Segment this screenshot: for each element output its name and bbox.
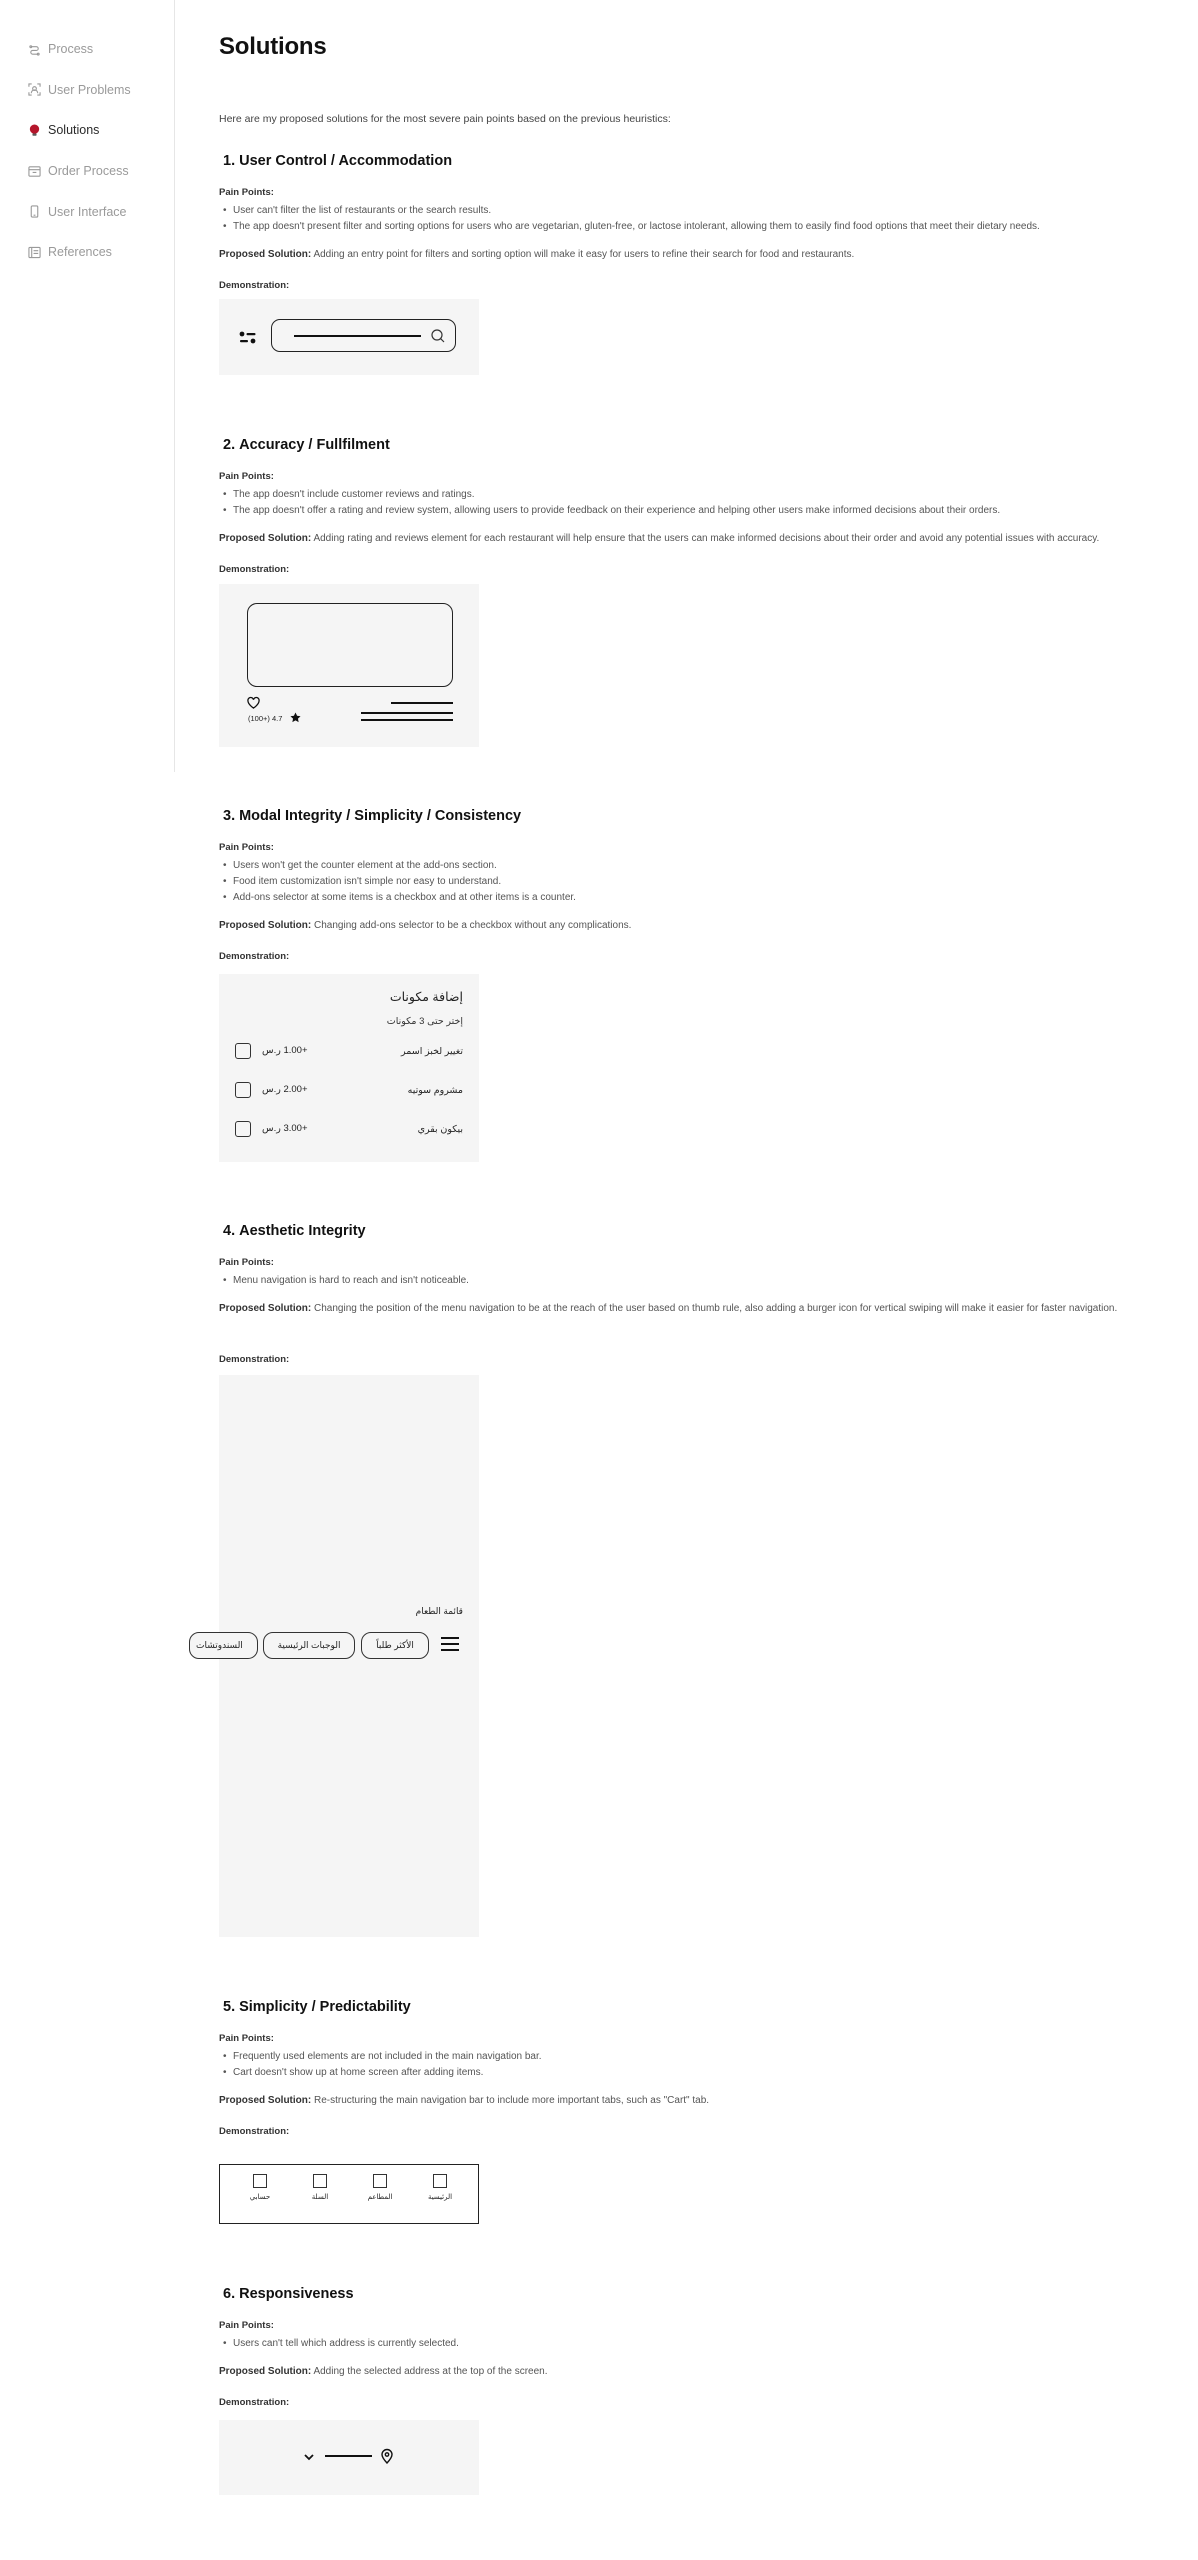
star-icon bbox=[290, 712, 301, 723]
tab-label: الرئيسية bbox=[427, 2194, 453, 2201]
solution-section-5 bbox=[219, 1999, 1179, 2137]
restaurants-icon bbox=[373, 2174, 387, 2188]
location-pin-icon bbox=[381, 2449, 393, 2464]
tab-account[interactable] bbox=[240, 2174, 280, 2201]
proposed-solution: Proposed Solution: Changing add-ons selector to be a checkbox without any complications. bbox=[219, 920, 632, 931]
demo-restaurant-card bbox=[219, 584, 479, 747]
section-title: 3. Modal Integrity / Simplicity / Consistency bbox=[223, 808, 522, 824]
pain-points-list bbox=[219, 203, 1179, 235]
sidebar-item-label: Solutions bbox=[48, 123, 100, 138]
list-item bbox=[235, 1043, 463, 1063]
references-icon bbox=[28, 246, 41, 259]
pain-points-label: Pain Points: bbox=[219, 1257, 274, 1268]
addon-name: مشروم سوتيه bbox=[407, 1085, 463, 1096]
menu-label: قائمة الطعام bbox=[415, 1606, 463, 1616]
sidebar-item-process[interactable] bbox=[0, 29, 174, 70]
order-process-icon bbox=[28, 165, 41, 178]
pain-points-label: Pain Points: bbox=[219, 187, 274, 198]
tab-label: السلة bbox=[311, 2194, 329, 2201]
restaurant-name-line bbox=[391, 702, 453, 704]
solution-section-1 bbox=[219, 153, 1179, 291]
pain-points-label: Pain Points: bbox=[219, 2320, 274, 2331]
list-item bbox=[235, 1121, 463, 1141]
list-item: • Frequently used elements are not included in the main navigation bar. bbox=[219, 2049, 1179, 2065]
restaurant-image-placeholder[interactable] bbox=[247, 603, 453, 687]
account-icon bbox=[253, 2174, 267, 2188]
lightbulb-icon bbox=[28, 124, 41, 137]
pain-points-list bbox=[219, 1273, 1179, 1289]
menu-category-pill[interactable]: السندوتشات bbox=[189, 1632, 258, 1659]
home-icon bbox=[433, 2174, 447, 2188]
list-item: • The app doesn't include customer reviews and ratings. bbox=[219, 487, 1179, 503]
addon-name: بيكون بقري bbox=[417, 1124, 463, 1135]
addon-price: +2.00 ر.س bbox=[262, 1084, 308, 1095]
proposed-solution: Proposed Solution: Adding an entry point for filters and sorting option will make it easy for users to refine their search for food and restaurants. bbox=[219, 249, 855, 260]
demo-selected-address[interactable] bbox=[219, 2420, 479, 2495]
rating-value: (100+) 4.7 bbox=[248, 714, 283, 723]
tab-restaurants[interactable] bbox=[360, 2174, 400, 2201]
pain-points-list bbox=[219, 2049, 1179, 2081]
solution-section-2 bbox=[219, 437, 1179, 575]
list-item: • Food item customization isn't simple nor easy to understand. bbox=[219, 874, 1179, 890]
pain-points-list bbox=[219, 858, 1179, 906]
proposed-solution: Proposed Solution: Changing the position of the menu navigation to be at the reach of the user based on thumb rule, also adding a burger icon for vertical swiping will make it easier for faster navigation. bbox=[219, 1303, 1118, 1314]
demonstration-label: Demonstration: bbox=[219, 564, 290, 575]
section-title: 2. Accuracy / Fullfilment bbox=[223, 437, 390, 453]
pain-points-label: Pain Points: bbox=[219, 842, 274, 853]
solution-section-3 bbox=[219, 808, 1179, 962]
sidebar-item-user-problems[interactable] bbox=[0, 70, 174, 111]
sidebar-item-user-interface[interactable] bbox=[0, 191, 174, 232]
section-title: 6. Responsiveness bbox=[223, 2286, 354, 2302]
menu-category-pill[interactable]: الأكثر طلباً bbox=[361, 1632, 429, 1659]
tab-cart[interactable] bbox=[300, 2174, 340, 2201]
solution-section-4 bbox=[219, 1223, 1179, 1365]
tab-label: المطاعم bbox=[367, 2194, 393, 2201]
proposed-solution: Proposed Solution: Re-structuring the main navigation bar to include more important tabs, such as "Cart" tab. bbox=[219, 2095, 710, 2106]
demo-bottom-navbar bbox=[219, 2164, 479, 2224]
search-icon bbox=[431, 329, 445, 343]
restaurant-detail-line bbox=[361, 719, 453, 721]
sidebar-item-label: References bbox=[48, 245, 112, 260]
section-title: 1. User Control / Accommodation bbox=[223, 153, 453, 169]
addon-checkbox[interactable] bbox=[235, 1121, 251, 1137]
demo-menu-navigation bbox=[196, 1375, 479, 1937]
demo-addons bbox=[219, 974, 479, 1162]
demonstration-label: Demonstration: bbox=[219, 951, 290, 962]
demonstration-label: Demonstration: bbox=[219, 2126, 290, 2137]
demonstration-label: Demonstration: bbox=[219, 1354, 290, 1365]
addon-name: تغيير لخبز اسمر bbox=[401, 1046, 463, 1057]
addon-price: +3.00 ر.س bbox=[262, 1123, 308, 1134]
demo-search-filter bbox=[219, 299, 479, 375]
addon-checkbox[interactable] bbox=[235, 1082, 251, 1098]
search-placeholder-line bbox=[294, 335, 421, 337]
sidebar-item-order-process[interactable] bbox=[0, 151, 174, 192]
proposed-solution: Proposed Solution: Adding the selected address at the top of the screen. bbox=[219, 2366, 548, 2377]
solution-section-6 bbox=[219, 2286, 1179, 2408]
tab-home[interactable] bbox=[420, 2174, 460, 2201]
tab-label: حسابي bbox=[249, 2194, 271, 2201]
user-problems-icon bbox=[28, 83, 41, 96]
addons-subtitle: إختر حتى 3 مكونات bbox=[386, 1016, 463, 1027]
list-item: • Cart doesn't show up at home screen after adding items. bbox=[219, 2065, 1179, 2081]
pain-points-list bbox=[219, 2336, 1179, 2352]
demonstration-label: Demonstration: bbox=[219, 2397, 290, 2408]
menu-category-pill[interactable]: الوجبات الرئيسية bbox=[263, 1632, 355, 1659]
sidebar-item-references[interactable] bbox=[0, 232, 174, 273]
burger-menu-icon[interactable] bbox=[441, 1637, 459, 1652]
demonstration-label: Demonstration: bbox=[219, 280, 290, 291]
sidebar-item-label: Process bbox=[48, 42, 94, 57]
sidebar bbox=[0, 0, 175, 772]
pain-points-list bbox=[219, 487, 1179, 519]
cart-icon bbox=[313, 2174, 327, 2188]
pain-points-label: Pain Points: bbox=[219, 2033, 274, 2044]
filter-icon[interactable] bbox=[239, 331, 257, 345]
search-input[interactable] bbox=[271, 319, 456, 352]
addon-price: +1.00 ر.س bbox=[262, 1045, 308, 1056]
sidebar-item-label: User Interface bbox=[48, 204, 127, 219]
chevron-down-icon[interactable] bbox=[303, 2452, 315, 2462]
address-placeholder-line bbox=[325, 2455, 372, 2457]
pain-points-label: Pain Points: bbox=[219, 471, 274, 482]
addons-title: إضافة مكونات bbox=[389, 990, 463, 1004]
list-item: • The app doesn't present filter and sorting options for users who are vegetarian, gluten-free, or lactose intolerant, allowing them to easily find food options that meet their dietary needs. bbox=[219, 219, 1179, 235]
list-item bbox=[235, 1082, 463, 1102]
list-item: • The app doesn't offer a rating and review system, allowing users to provide feedback on their experience and helping other users make informed decisions about their orders. bbox=[219, 503, 1179, 519]
restaurant-detail-line bbox=[361, 712, 453, 714]
sidebar-item-label: User Problems bbox=[48, 82, 131, 97]
list-item: • Users can't tell which address is currently selected. bbox=[219, 2336, 1179, 2352]
list-item: • Users won't get the counter element at the add-ons section. bbox=[219, 858, 1179, 874]
heart-icon[interactable] bbox=[247, 697, 260, 709]
intro-text: Here are my proposed solutions for the most severe pain points based on the previous heuristics: bbox=[219, 113, 671, 125]
section-title: 5. Simplicity / Predictability bbox=[223, 1999, 411, 2015]
proposed-solution: Proposed Solution: Adding rating and reviews element for each restaurant will help ensure that the users can make informed decisions about their order and avoid any potential issues with accuracy. bbox=[219, 533, 1100, 544]
sidebar-item-label: Order Process bbox=[48, 164, 129, 179]
phone-icon bbox=[28, 205, 41, 218]
page-title: Solutions bbox=[219, 33, 327, 60]
process-icon bbox=[28, 43, 41, 56]
section-title: 4. Aesthetic Integrity bbox=[223, 1223, 366, 1239]
addon-checkbox[interactable] bbox=[235, 1043, 251, 1059]
sidebar-item-solutions[interactable] bbox=[0, 110, 174, 151]
list-item: • User can't filter the list of restaurants or the search results. bbox=[219, 203, 1179, 219]
list-item: • Menu navigation is hard to reach and isn't noticeable. bbox=[219, 1273, 1179, 1289]
list-item: • Add-ons selector at some items is a checkbox and at other items is a counter. bbox=[219, 890, 1179, 906]
